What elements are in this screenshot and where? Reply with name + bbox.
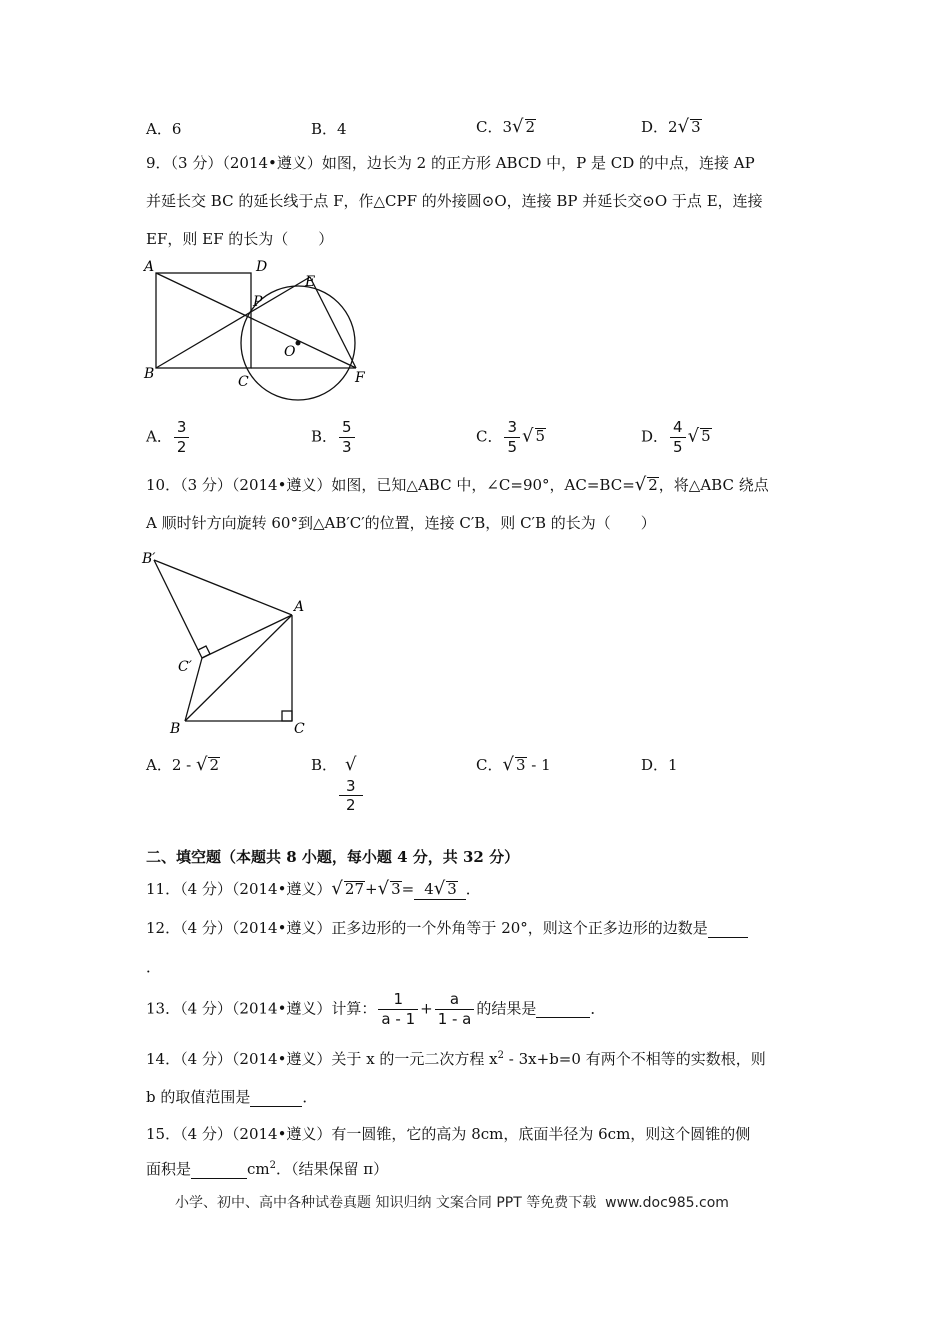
label-f: F	[355, 370, 365, 386]
footer-site-link[interactable]: www.doc985.com	[605, 1195, 729, 1211]
q10-option-c: C．√ 3 - 1	[476, 754, 551, 775]
line-c1-a	[202, 615, 292, 658]
label-o: O	[284, 344, 296, 360]
q9-option-b: B． $\frac{5}{3}$	[311, 418, 357, 457]
line-af	[156, 273, 356, 368]
q8-option-c: C．3√ 2	[476, 116, 536, 137]
q9-option-d: D． $\frac{4}{5}$ √ 5	[641, 418, 711, 456]
q8-option-d: D．2√ 3	[641, 116, 701, 137]
q9-line-3: EF，则 EF 的长为（ ）	[146, 230, 334, 248]
q11: 11．（4 分）（2014•遵义）√ 27+√ 3= 4√ 3 ．	[146, 878, 481, 899]
right-angle-c	[282, 711, 292, 721]
footer: 小学、初中、高中各种试卷真题 知识归纳 文案合同 PPT 等免费下载 www.doc985.com	[175, 1195, 729, 1211]
q15-line-2: 面积是 $cm^2$．（结果保留 π）	[146, 1160, 389, 1178]
label-c: C	[294, 721, 305, 737]
label-c: C	[238, 374, 249, 390]
q9-option-a: A． $\frac{3}{2}$	[146, 418, 191, 457]
line-ef	[310, 277, 356, 368]
label-a: A	[144, 259, 155, 275]
center-o-dot	[296, 341, 301, 346]
label-b: B	[170, 721, 181, 737]
q9-option-c: C． $\frac{3}{5}$ √ 5	[476, 418, 546, 456]
line-b-a	[185, 615, 292, 721]
q14-line-1: 14．（4 分）（2014•遵义）关于 x 的一元二次方程 $x^2 - 3x+b=0$ 有两个不相等的实数根，则	[146, 1050, 766, 1068]
label-p: P	[253, 294, 263, 310]
q8-option-a: A．6	[146, 120, 182, 138]
q14-line-2: b 的取值范围是 ．	[146, 1088, 318, 1106]
q10-figure	[140, 545, 330, 740]
line-b1-c1	[154, 560, 202, 658]
q8-option-b: B．4	[311, 120, 347, 138]
q12-line-1: 12．（4 分）（2014•遵义）正多边形的一个外角等于 20°，则这个正多边形的边数是	[146, 917, 748, 938]
q13: 13．（4 分）（2014•遵义）计算： $\frac{1}{a - 1}$ + $\frac{a}{1 - a}$ 的结果是 ．	[146, 990, 606, 1028]
label-b: B	[144, 366, 155, 382]
q10-option-a: A．2 - √ 2	[146, 754, 220, 775]
right-angle-c1	[198, 646, 210, 658]
label-d: D	[256, 259, 268, 275]
q10-option-d: D．1	[641, 756, 678, 774]
label-c-prime: C′	[178, 659, 192, 675]
q9-figure	[140, 255, 380, 415]
q10-option-b: B． √ 3 2	[311, 754, 365, 815]
section-2-heading: 二、填空题（本题共 8 小题，每小题 4 分，共 32 分）	[146, 848, 520, 866]
q10-line-1: 10．（3 分）（2014•遵义）如图，已知△ABC 中，∠C=90°，AC=BC=√ 2，将△ABC 绕点	[146, 474, 769, 495]
q9-line-1: 9．（3 分）（2014•遵义）如图，边长为 2 的正方形 ABCD 中，P 是 CD 的中点，连接 AP	[146, 154, 755, 172]
q15-line-1: 15．（4 分）（2014•遵义）有一圆锥，它的高为 8cm，底面半径为 6cm，则这个圆锥的侧	[146, 1125, 751, 1143]
q10-line-2: A 顺时针方向旋转 60°到△AB′C′的位置，连接 C′B，则 C′B 的长为（ ）	[146, 514, 656, 532]
label-e: E	[305, 274, 316, 290]
q12-line-2: ．	[146, 958, 162, 976]
q9-line-2: 并延长交 BC 的延长线于点 F，作△CPF 的外接圆⊙O，连接 BP 并延长交⊙O 于点 E，连接	[146, 192, 763, 210]
label-a: A	[294, 599, 305, 615]
line-b1-a	[154, 560, 292, 615]
label-b-prime: B′	[142, 551, 156, 567]
